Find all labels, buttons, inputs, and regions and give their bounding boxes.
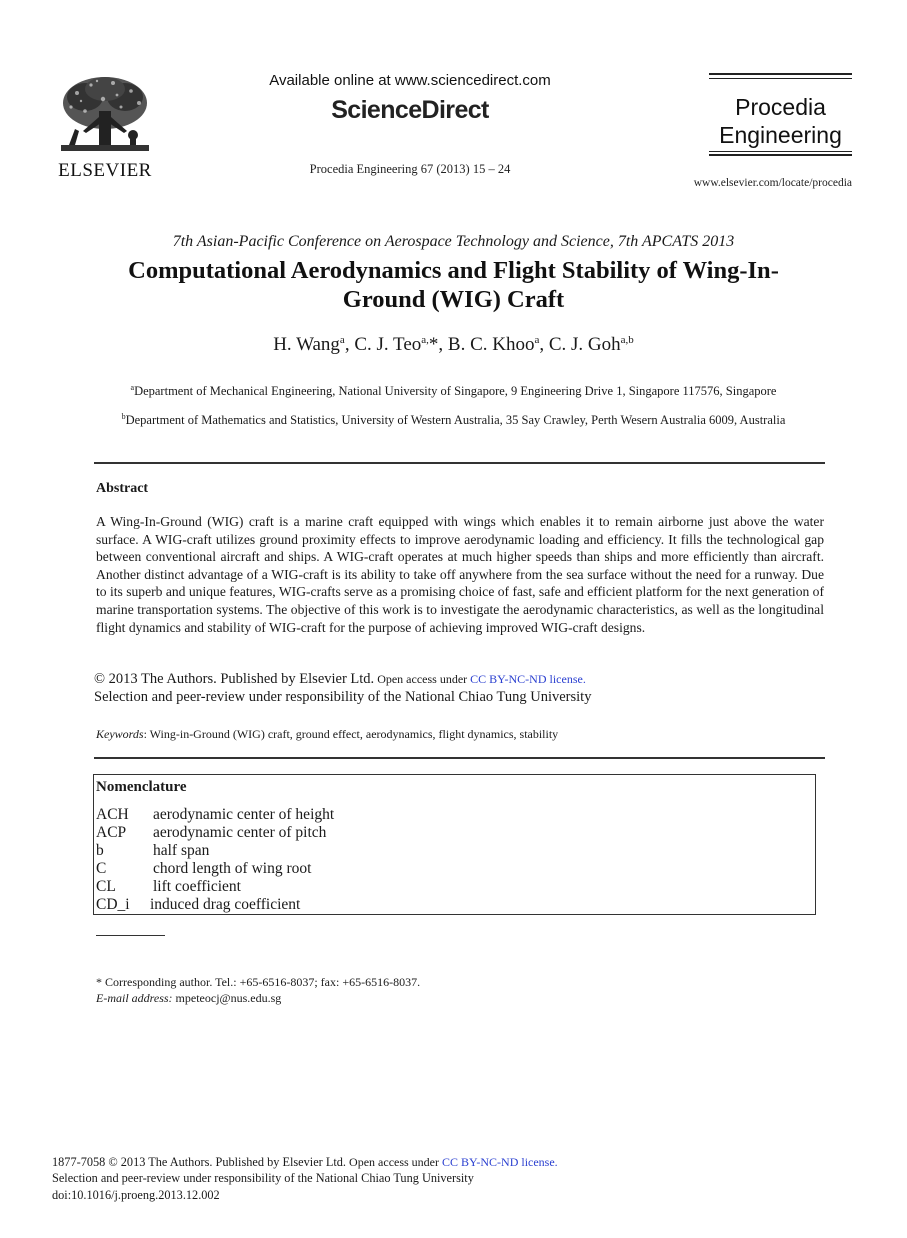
nomenclature-row <box>96 842 209 860</box>
copyright-text: © 2013 The Authors. Published by Elsevier Ltd. <box>94 671 375 687</box>
section-divider <box>94 757 825 759</box>
nomenclature-row <box>96 806 334 824</box>
footer-peer-review: Selection and peer-review under responsibility of the National Chiao Tung University <box>52 1171 474 1185</box>
publisher-name: ELSEVIER <box>58 160 152 181</box>
abstract-heading: Abstract <box>96 481 149 496</box>
available-online-text: Available online at www.sciencedirect.com <box>269 72 551 89</box>
logo-rule <box>709 73 852 75</box>
author-separator: , <box>344 334 355 355</box>
author-affiliation-mark: a,b <box>620 334 634 346</box>
author-name: H. Wang <box>273 334 340 355</box>
elsevier-logo <box>55 73 155 181</box>
sciencedirect-logo: ScienceDirect <box>331 96 489 124</box>
keywords-list: : Wing-in-Ground (WIG) craft, ground effect, aerodynamics, flight dynamics, stability <box>143 727 559 741</box>
nomenclature-row <box>96 878 241 896</box>
author-list <box>60 334 847 356</box>
nomenclature-definition: aerodynamic center of height <box>153 806 335 823</box>
author-separator: , <box>539 334 549 355</box>
logo-rule <box>709 154 852 156</box>
email-address[interactable]: mpeteocj@nus.edu.sg <box>172 991 282 1005</box>
journal-title <box>709 93 852 149</box>
journal-title-line1: Procedia <box>735 94 826 120</box>
nomenclature-definition: chord length of wing root <box>153 860 312 877</box>
affiliation-b <box>60 413 847 428</box>
peer-review-text: Selection and peer-review under responsibility of the National Chiao Tung University <box>94 688 592 705</box>
email-note <box>96 991 281 1006</box>
nomenclature-symbol: ACP <box>96 824 127 841</box>
nomenclature-definition: half span <box>153 842 210 859</box>
nomenclature-row <box>96 860 311 878</box>
author-separator: *, <box>428 334 448 355</box>
author-affiliation-mark: a, <box>421 334 429 346</box>
keywords-label: Keywords <box>96 727 144 741</box>
nomenclature-definition: lift coefficient <box>153 878 241 895</box>
abstract-body: A Wing-In-Ground (WIG) craft is a marine craft equipped with wings which enables it to remain airborne just above the water surface. A WIG-craft utilizes ground proximity effects to improve aerodynamic loading and efficiency. It fills the technological gap between conventional aircraft and ships. A WIG-craft operates at much higher speeds than ships and more efficiently than aircraft. Another distinct advantage of a WIG-craft is its ability to take off anywhere from the sea surface without the need for a runway. Due to its superb and unique features, WIG-crafts serve as a promising choice of fast, safe and efficient platform for the next generation of marine transportation systems. The objective of this work is to investigate the aerodynamic characteristics, as well as the longitudinal flight dynamics and stability of WIG-craft for the purpose of achieving improved WIG-craft designs. <box>96 514 825 635</box>
journal-title-line2: Engineering <box>719 122 842 148</box>
affiliation-text: Department of Mathematics and Statistics, University of Western Australia, 35 Say Crawley, Perth Wesern Australia 6009, Australia <box>125 413 786 427</box>
copyright-block <box>94 671 834 706</box>
paper-title <box>80 256 827 314</box>
footer-issn-copyright: 1877-7058 © 2013 The Authors. Published by Elsevier Ltd. <box>52 1155 350 1169</box>
section-divider <box>94 462 825 464</box>
affiliation-mark: a <box>130 383 135 392</box>
nomenclature-symbol: CD_i <box>96 896 130 913</box>
nomenclature-symbol: C <box>96 860 107 877</box>
nomenclature-heading: Nomenclature <box>96 779 187 795</box>
email-label: E-mail address: <box>96 991 173 1005</box>
corresponding-author-note: * Corresponding author. Tel.: +65-6516-8037; fax: +65-6516-8037. <box>96 975 421 989</box>
affiliation-a <box>60 384 847 399</box>
affiliation-text: Department of Mechanical Engineering, National University of Singapore, 9 Engineering Drive 1, Singapore 117576, Singapore <box>134 384 777 398</box>
footer-open-access: Open access under <box>349 1155 443 1169</box>
logo-rule <box>709 151 852 152</box>
nomenclature-box <box>93 774 816 915</box>
nomenclature-definition: induced drag coefficient <box>150 896 301 913</box>
author-name: C. J. Goh <box>548 334 621 355</box>
author-name: B. C. Khoo <box>447 334 535 355</box>
nomenclature-definition: aerodynamic center of pitch <box>153 824 327 841</box>
affiliation-mark: b <box>121 412 126 421</box>
footer-copyright <box>52 1154 832 1170</box>
conference-name: 7th Asian-Pacific Conference on Aerospace Technology and Science, 7th APCATS 2013 <box>172 233 735 250</box>
author-affiliation-mark: a <box>339 334 345 346</box>
copyright-line <box>94 671 834 689</box>
nomenclature-symbol: CL <box>96 878 116 895</box>
logo-rule <box>709 78 852 79</box>
paper-title-line1: Computational Aerodynamics and Flight Stability of Wing-In- <box>128 257 779 284</box>
nomenclature-row <box>96 824 326 842</box>
elsevier-tree-icon <box>55 73 155 159</box>
footnote-divider <box>96 935 165 936</box>
author-affiliation-mark: a <box>534 334 540 346</box>
paper-title-line2: Ground (WIG) Craft <box>342 286 565 313</box>
nomenclature-row <box>96 896 300 914</box>
journal-logo <box>709 73 852 179</box>
footer-license-link[interactable]: CC BY-NC-ND license. <box>442 1155 558 1169</box>
journal-reference: Procedia Engineering 67 (2013) 15 – 24 <box>309 162 511 176</box>
open-access-text: Open access under <box>374 672 471 686</box>
footer-doi[interactable]: doi:10.1016/j.proeng.2013.12.002 <box>52 1188 220 1202</box>
nomenclature-symbol: b <box>96 842 104 859</box>
author-name: C. J. Teo <box>354 334 422 355</box>
journal-url[interactable]: www.elsevier.com/locate/procedia <box>693 177 852 189</box>
keywords <box>96 727 826 742</box>
nomenclature-symbol: ACH <box>96 806 129 823</box>
license-link[interactable]: CC BY-NC-ND license. <box>470 672 586 686</box>
